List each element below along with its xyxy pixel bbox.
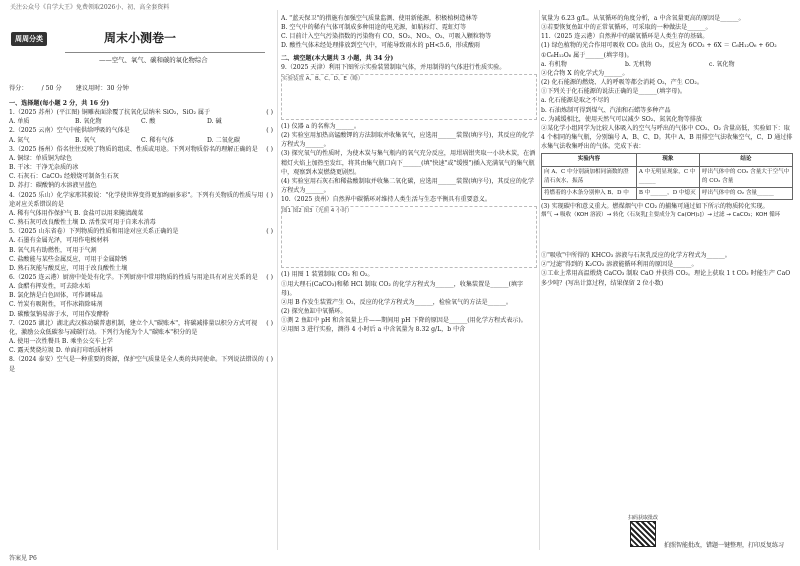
question-text: B. 氯化钠是白色固体，可作调味品 (9, 292, 103, 300)
page-title: 周末小测卷一 (104, 31, 177, 45)
question-text: (2) 探究鱼缸中氧循环。 (281, 307, 347, 315)
question-text: ( ) 6.（2025 连云港）厨房中处处有化学。下列厨房中常用物质的性质与用途具有对应关系的是 (9, 273, 273, 281)
question-text: b. 石油炼制可得到煤气、汽油和石蜡等多种产品 (541, 106, 671, 114)
question-text: A. 使用一次性餐具 B. 乘坐公交车上学 (9, 338, 113, 346)
table-cell: 呼出气体中的 O₂ 含量______ (699, 187, 792, 199)
question-text: (3) 探究氧气的性质时，为使木炭与集气瓶内的氧气充分反应，用坩埚钳夹取一小块木炭，在酒精灯火焰上加热至发红，将其由集气瓶口向下______(填"快速"或"缓慢")插入充满氧气的集气瓶中，观察到木炭燃烧更剧烈。 (281, 150, 536, 176)
qr-image (630, 521, 656, 547)
table-cell: 呼出气体中的 CO₂ 含量大于空气中的 CO₂ 含量 (699, 166, 792, 187)
column-1 (9, 14, 273, 374)
question-text: ②化合物 X 的化学式为______。 (541, 69, 629, 77)
table-row (542, 187, 793, 199)
question-text: ( ) 4.（2025 乐山）化学家邢其毅说："化学使世界变得更加绚丽多彩"。下列有关物质的性质与用途对应关系错误的是 (9, 191, 273, 208)
question-text: A. "蓝天保卫"的措施有加强空气质量监测、使用新能源，积极植树造林等 (281, 15, 478, 22)
answer-bracket: ( ) (266, 145, 273, 153)
option: b. 无机物 (625, 60, 652, 68)
answer-bracket: ( ) (266, 191, 273, 199)
table-header: 实验内容 (542, 154, 637, 166)
questions-col1 (9, 108, 273, 374)
question-text: 氧量为 6.23 g/L。从氧循环的角度分析，a 中含氧量更高的原因是______。 (541, 15, 745, 22)
question-text: C. 石灰石：CaCO₃ 经煅烧可制备生石灰 (9, 173, 119, 181)
question-text: A. 铜绿：单质铜为绿色 (9, 154, 73, 162)
question-text: (1) 仪器 a 的名称为______。 (281, 122, 361, 130)
question-text: c. 为减缓相比，使用天然气可以减少 SO₂、氮氧化物等排放 (541, 115, 702, 123)
score-total: / 50 分 (41, 85, 62, 93)
question-text: D. 酸性气体未经处理排放到空气中，可能导致雨水的 pH<5.6，形成酸雨 (281, 42, 481, 50)
option: B. 氧气 (75, 136, 96, 144)
question-text: A. 石墨有金属光泽，可用作电极材料 (9, 237, 109, 245)
answer-bracket: ( ) (266, 109, 273, 117)
table-header: 结论 (699, 154, 792, 166)
question-text: C. 目前计入空气污染指数的污染物有 CO、SO₂、NO₂、O₃、可吸入颗粒物等 (281, 33, 492, 41)
option-row (541, 60, 793, 69)
question-text: C. 竹炭有吸附性，可作冰箱除味剂 (9, 301, 103, 309)
option: C. 酸 (141, 118, 156, 126)
question-text: D. 苏打：碳酸钠的水溶液呈蓝色 (9, 182, 97, 190)
option-row (9, 136, 273, 145)
question-text: A. 稀有气体用作保护气 B. 食盐可以用来腌渍蔬菜 (9, 209, 144, 217)
question-text: ③工业上常用高温煅烧 CaCO₃ 制取 CaO 并获得 CO₂。理论上获取 1 t CO₂ 时能生产 CaO 多少吨？(写出计算过程，结果保留 2 位小数) (541, 270, 791, 287)
process-flow-diagram: 烟气 → 吸收（KOH 溶液）→ 转化（石灰乳[主要成分为 Ca(OH)₂]）→ 过滤 → CaCO₃；KOH 循环 (541, 212, 781, 219)
option: B. 氧化物 (75, 118, 102, 126)
question-text: (4) 实验室用石灰石和稀盐酸制取并收集二氧化碳，应选用______装置(填序号)，其反应的化学方程式为______。 (281, 177, 534, 195)
experiment-figure: 图1 图2 图3（光照 4 小时） (281, 206, 537, 268)
question-text: D. 熟石灰能与酸反应，可用于改良酸性土壤 (9, 264, 128, 272)
answer-bracket: ( ) (266, 356, 273, 364)
question-text: B. 氧气具有助燃性，可用于气割 (9, 246, 97, 254)
question-text: ( ) 2.（2025 云南）空气中能供给呼吸的气体是 (9, 127, 273, 135)
table-header: 现象 (636, 154, 699, 166)
question-text: ②用图 3 进行实验，测得 4 小时后 a 中含氧量为 8.32 g/L，b 中含 (281, 326, 466, 334)
question-text: 10.（2025 贵州）自然界中碳循环对维持人类生活与生态平衡具有重要意义。 (281, 196, 491, 204)
question-text: ②用 B 作发生装置产生 O₂，反应的化学方程式为______，检验氧气的方法是______。 (281, 298, 513, 306)
question-text: (2) 实验室用加热高锰酸钾的方法制取并收集氧气，应选用______装置(填序号)，其反应的化学方程式为______。 (281, 132, 534, 149)
question-text: D. 碳酸氢钠易溶于水，可用作发酵粉 (9, 310, 109, 318)
option: D. 二氧化碳 (207, 136, 240, 144)
question-text: (2) 化石能源的燃烧、人的呼吸等都会消耗 O₂，产生 CO₂。 (541, 79, 703, 87)
column-2 (281, 14, 537, 334)
option: D. 碱 (207, 118, 222, 126)
question-text: ( ) 5.（2025 山东省卷）下列物质的性质和用途对应关系正确的是 (9, 228, 273, 236)
score-row (9, 82, 273, 96)
column-3 (541, 14, 793, 288)
experiment-table (541, 153, 793, 200)
qr-code[interactable] (627, 514, 659, 554)
question-text: ①"吸收"中所得的 KHCO₃ 溶液与石灰乳反应的化学方程式为______。 (541, 252, 731, 260)
footer-slogan: 拍照智能批改，错题一键整理，打印反复练习 (664, 542, 785, 549)
answer-bracket: ( ) (266, 228, 273, 236)
question-text: B. 空气中的稀有气体可制成多种用途的电光源，如航标灯、霓虹灯等 (281, 24, 467, 32)
question-text: a. 化石能源是取之不尽的 (541, 97, 610, 105)
option: A. 氮气 (9, 136, 30, 144)
question-text: ①C₆H₁₂O₆ 属于______(填字母)。 (541, 51, 633, 59)
page-subtitle: ——空气、氧气、碳和碳的氧化物综合 (99, 56, 208, 64)
quiz-header (9, 14, 273, 82)
qr-label: 扫码获取批改 (627, 515, 658, 521)
title-rule (65, 52, 265, 53)
question-text: C. 露天焚烧垃圾 D. 单面打印纸质材料 (9, 347, 114, 355)
question-text: ③若要恢复鱼缸中的正常氧循环，可采取的一种做法是______。 (541, 24, 712, 32)
option: c. 氧化物 (709, 60, 735, 68)
questions-col2 (281, 14, 537, 334)
answer-bracket: ( ) (266, 273, 273, 281)
section-heading: 一、选择题(每小题 2 分，共 16 分) (9, 100, 110, 107)
question-text: ①下列关于化石能源的说法正确的是______(填字母)。 (541, 88, 686, 96)
category-badge: 周周分类 (11, 32, 47, 46)
top-note: 关注公众号《自学大王》免费领取2026小、初、高全套资料 (10, 4, 170, 11)
column-divider (277, 10, 278, 550)
option: A. 单质 (9, 118, 30, 126)
column-divider (539, 10, 540, 550)
question-text: ( ) 1.（2025 苏州）(平江图) 铜雕表面涂覆了抗氧化层纳米 SiO₂，SiO₂ 属于 (9, 109, 273, 117)
page-footer: 答案见 P6 (9, 555, 37, 562)
time-label: 建议用时：30 分钟 (75, 85, 129, 93)
question-text: (1) 用图 1 装置制取 CO₂ 和 O₂。 (281, 271, 374, 279)
table-cell: B 中______，D 中熄灭 (636, 187, 699, 199)
answer-bracket: ( ) (266, 127, 273, 135)
question-text: B. 干冰：干净无杂质的冰 (9, 164, 79, 172)
question-text: ( ) 7.（2025 湖北）湖北武汉推动碳普惠机制，建立个人"碳账本"，将碳减排量以积分方式可视化，激励公众低碳参与减碳行动。下列行为能为个人"碳账本"积分的是 (9, 319, 273, 336)
questions-col3 (541, 14, 793, 288)
answer-bracket: ( ) (266, 319, 273, 327)
apparatus-figure: 实验装置 A、B、C、D、E（略） (281, 74, 537, 120)
question-text: ①用大理石(CaCO₃)和稀 HCl 制取 CO₂ 的化学方程式为______，收集装置是______(填字母)。 (281, 280, 524, 297)
option: a. 有机物 (541, 60, 567, 68)
question-text: 11.（2025 连云港）自然界中的碳氧循环是人类生存的基础。 (541, 33, 709, 41)
question-text: A. 食醋有挥发性，可去除水垢 (9, 283, 91, 291)
question-text: (3) 实现碳中和意义重大。燃煤烟气中 CO₂ 的捕集可通过如下所示的物质转化实现。 (541, 202, 769, 210)
option: C. 稀有气体 (141, 136, 174, 144)
table-cell: 将燃着的小木条分别伸入 B、D 中 (542, 187, 637, 199)
question-text: (1) 绿色植物的光合作用可吸收 CO₂ 放出 O₂，反应为 6CO₂ + 6X ＝ C₆H₁₂O₆ + 6O₂ (541, 42, 777, 50)
question-text: 9.（2025 天津）利用下图所示实验装置制取气体，并用制得的气体进行性质实验。 (281, 63, 506, 71)
option-row (9, 117, 273, 126)
question-text: ( ) 8.（2024 泰安）空气是一种重要的资源，保护空气质量是全人类的共同使命。下列说法错误的是 (9, 356, 273, 373)
question-text: ( ) 3.（2025 扬州）俗名往往反映了物质的组成、性质或用途。下列对物质俗名的理解正确的是 (9, 145, 273, 153)
question-text: C. 盐酸能与某些金属反应，可用于金属除锈 (9, 255, 128, 263)
table-row (542, 166, 793, 187)
question-text: ②某化学小组同学为比较人体吸入的空气与呼出的气体中 CO₂、O₂ 含量高低，实验如下：取 4 个相同的集气瓶，分别编号 A、B、C、D。其中 A、B 用排空气法收集空气，C、D 通过排水集气法收集呼出的气体。完成下表： (541, 124, 793, 151)
score-label: 得分： (9, 85, 28, 93)
table-cell: 向 A、C 中分别滴加相同滴数的澄清石灰水，振荡 (542, 166, 637, 187)
table-cell: A 中无明显现象，C 中______ (636, 166, 699, 187)
question-text: ①测 2 鱼缸中 pH 和含氧量上升——期间用 pH 下降的原因是______(用化学方程式表示)。 (281, 317, 527, 325)
section-heading: 二、填空题(本大题共 3 小题，共 34 分) (281, 54, 394, 62)
question-text: C. 熟石灰可改良酸性土壤 D. 活性炭可用于自来水消毒 (9, 219, 156, 227)
question-text: ②"过滤"得到的 K₂CO₃ 溶液能循环利用的原因是______。 (541, 261, 698, 269)
